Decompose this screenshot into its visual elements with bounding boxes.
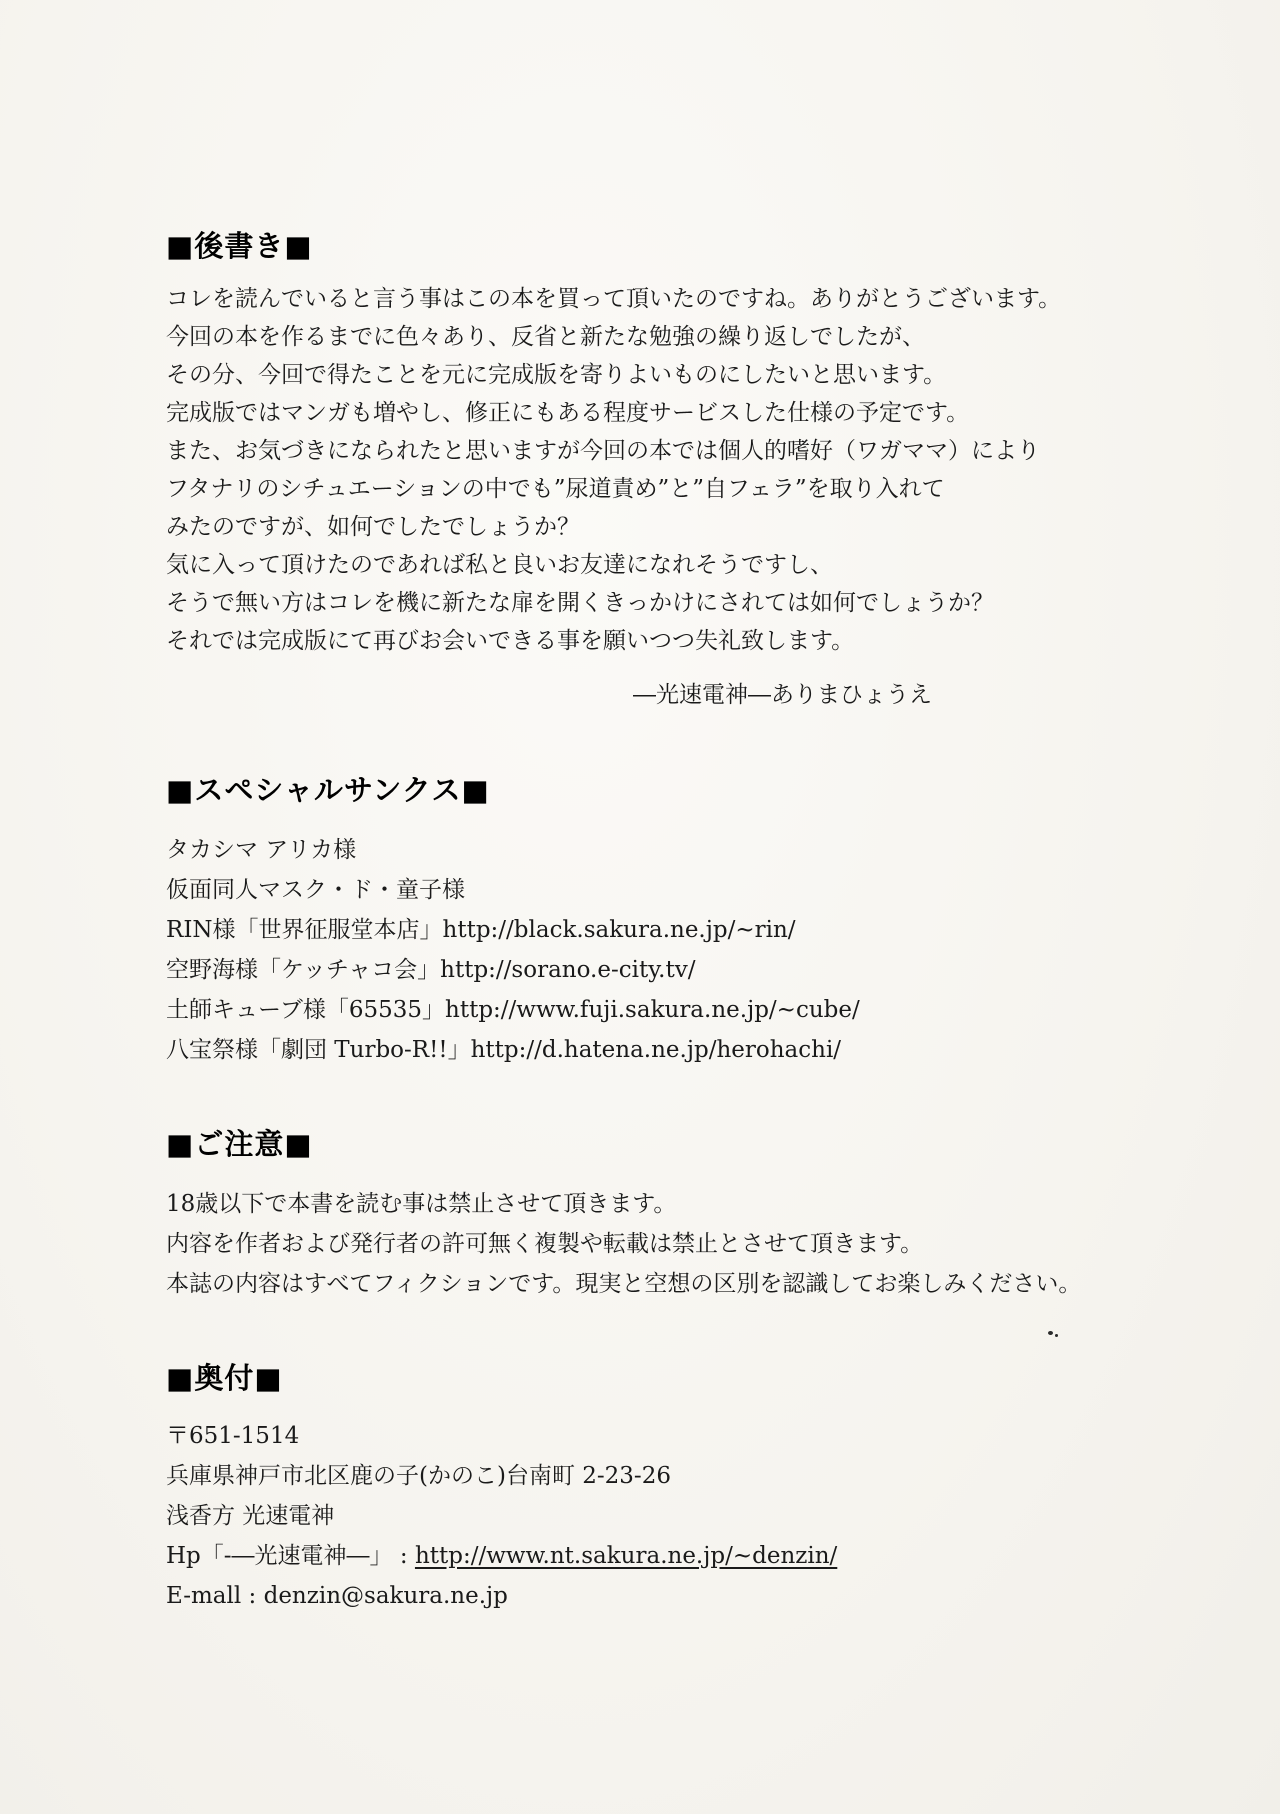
notice-line: 内容を作者および発行者の許可無く複製や転載は禁止とさせて頂きます。 bbox=[166, 1231, 924, 1257]
thanks-item: 空野海様「ケッチャコ会」http://sorano.e-city.tv/ bbox=[166, 957, 696, 983]
homepage-url: http://www.nt.sakura.ne.jp/~denzin/ bbox=[414, 1543, 838, 1569]
special-thanks-heading: ■スペシャルサンクス■ bbox=[166, 773, 490, 807]
address-line: 兵庫県神戸市北区鹿の子(かのこ)台南町 2-23-26 bbox=[166, 1463, 671, 1489]
care-of-line: 浅香方 光速電神 bbox=[166, 1503, 335, 1529]
notice-line: 本誌の内容はすべてフィクションです。現実と空想の区別を認識してお楽しみください。 bbox=[166, 1271, 1082, 1297]
afterword-line: 気に入って頂けたのであれば私と良いお友達になれそうですし、 bbox=[166, 552, 833, 578]
author-signature: ―光速電神―ありまひょうえ bbox=[633, 682, 932, 708]
thanks-item: 土師キューブ様「65535」http://www.fuji.sakura.ne.jp/~cube/ bbox=[166, 997, 860, 1023]
afterword-line: それでは完成版にて再びお会いできる事を願いつつ失礼致します。 bbox=[166, 628, 855, 654]
afterword-line: 今回の本を作るまでに色々あり、反省と新たな勉強の繰り返しでしたが、 bbox=[166, 324, 925, 350]
thanks-item: タカシマ アリカ様 bbox=[166, 837, 357, 863]
colophon-block bbox=[166, 1416, 837, 1616]
colophon-heading: ■奥付■ bbox=[166, 1361, 283, 1395]
postal-code: 〒651-1514 bbox=[166, 1423, 300, 1449]
email-line: E-mall : denzin@sakura.ne.jp bbox=[166, 1583, 508, 1609]
thanks-item: 仮面同人マスク・ド・童子様 bbox=[166, 877, 465, 903]
afterword-paragraph bbox=[166, 280, 1126, 660]
thanks-item: 八宝祭様「劇団 Turbo-R!!」http://d.hatena.ne.jp/herohachi/ bbox=[166, 1037, 842, 1063]
afterword-line: その分、今回で得たことを元に完成版を寄りよいものにしたいと思います。 bbox=[166, 362, 947, 388]
thanks-item: RIN様「世界征服堂本店」http://black.sakura.ne.jp/~rin/ bbox=[166, 917, 796, 943]
afterword-heading: ■後書き■ bbox=[166, 229, 313, 263]
scan-speck bbox=[1048, 1331, 1053, 1335]
notice-heading: ■ご注意■ bbox=[166, 1127, 313, 1161]
special-thanks-list bbox=[166, 830, 860, 1070]
homepage-line bbox=[166, 1536, 837, 1576]
notice-line: 18歳以下で本書を読む事は禁止させて頂きます。 bbox=[166, 1191, 677, 1217]
afterword-line: そうで無い方はコレを機に新たな扉を開くきっかけにされては如何でしょうか？ bbox=[166, 590, 994, 616]
notice-list bbox=[166, 1184, 1081, 1304]
afterword-line: また、お気づきになられたと思いますが今回の本では個人的嗜好（ワガママ）により bbox=[166, 438, 1040, 464]
afterword-line: 完成版ではマンガも増やし、修正にもある程度サービスした仕様の予定です。 bbox=[166, 400, 970, 426]
homepage-label: Hp「-―光速電神―」 : bbox=[166, 1543, 415, 1569]
scan-speck bbox=[1055, 1334, 1058, 1337]
afterword-line: フタナリのシチュエーションの中でも”尿道責め”と”自フェラ”を取り入れて bbox=[166, 476, 945, 502]
afterword-line: みたのですが、如何でしたでしょうか？ bbox=[166, 514, 580, 540]
afterword-line: コレを読んでいると言う事はこの本を買って頂いたのですね。ありがとうございます。 bbox=[166, 286, 1062, 312]
